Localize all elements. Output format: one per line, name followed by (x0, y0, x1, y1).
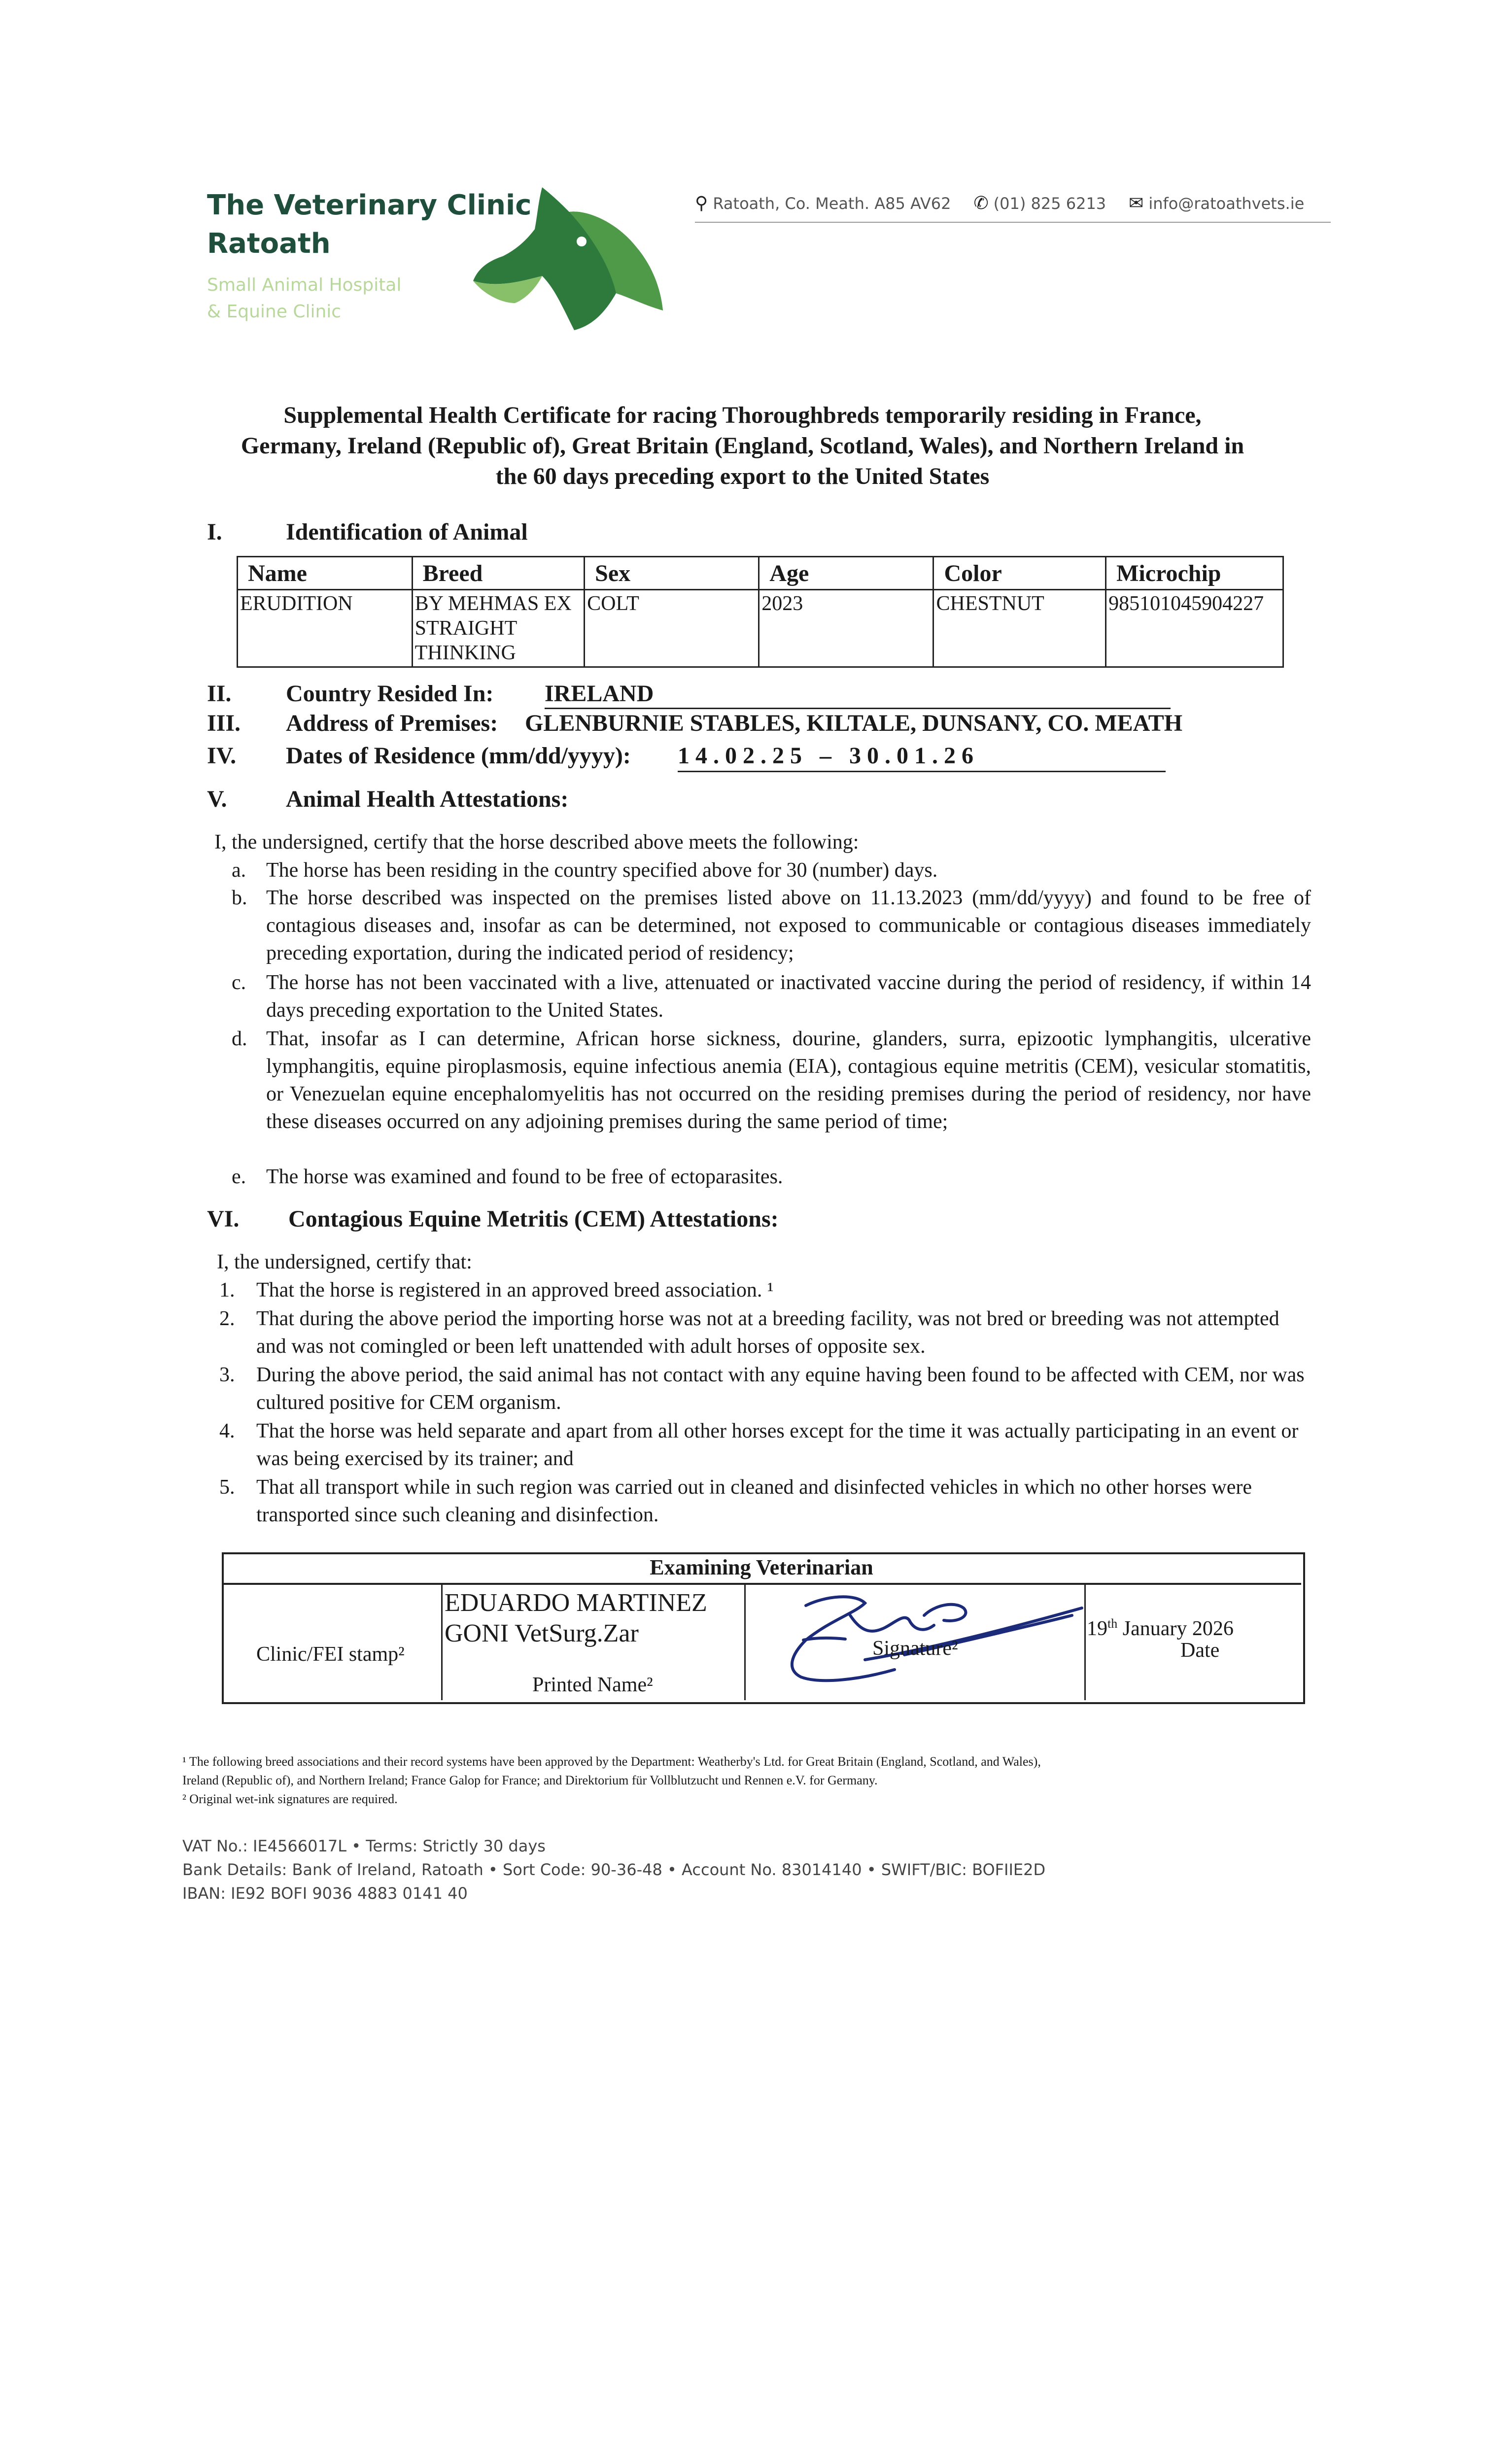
section-1-num: I. (207, 519, 222, 545)
title-line1: Supplemental Health Certificate for racing Thoroughbreds temporarily residing in France, (283, 402, 1202, 428)
section-6-intro: I, the undersigned, certify that: (217, 1251, 472, 1273)
list-item (232, 856, 1311, 884)
address-text: Ratoath, Co. Meath. A85 AV62 (713, 194, 951, 213)
list-item (232, 1025, 1311, 1135)
cell-sex: COLT (585, 590, 759, 667)
section-5-num: V. (207, 786, 227, 812)
printed-name-label: Printed Name² (532, 1674, 653, 1696)
printed-name (445, 1588, 707, 1649)
divider (744, 1585, 746, 1700)
list-item (219, 1305, 1311, 1360)
contact-divider (695, 222, 1331, 223)
item-label: 3. (219, 1364, 235, 1386)
date-rest: January 2026 (1117, 1617, 1234, 1640)
col-header-microchip: Microchip (1106, 557, 1283, 590)
bank-line: Bank Details: Bank of Ireland, Ratoath • Sort Code: 90-36-48 • Account No. 83014140 • SWIFT/BIC: BOFIIE2D (182, 1860, 1046, 1879)
item-text: That the horse was held separate and apart from all other horses except for the time it was actually participating in an event or was being exercised by its trainer; and (256, 1420, 1299, 1470)
item-label: 4. (219, 1420, 235, 1442)
printed-name-line2: GONI VetSurg.Zar (445, 1619, 639, 1647)
vat-line: VAT No.: IE4566017L • Terms: Strictly 30 days (182, 1837, 546, 1855)
divider (441, 1585, 443, 1700)
cell-microchip: 985101045904227 (1106, 590, 1283, 667)
item-label: c. (232, 971, 246, 994)
table-header-row (238, 557, 1283, 590)
col-header-sex: Sex (585, 557, 759, 590)
examining-veterinarian-heading: Examining Veterinarian (222, 1552, 1301, 1585)
section-6-heading: Contagious Equine Metritis (CEM) Attestations: (288, 1206, 779, 1232)
section-5-intro: I, the undersigned, certify that the horse described above meets the following: (214, 831, 859, 854)
item-label: a. (232, 859, 246, 882)
printed-name-line1: EDUARDO MARTINEZ (445, 1589, 707, 1617)
item-label: 1. (219, 1279, 235, 1301)
section-4-num: IV. (207, 743, 237, 769)
cell-color: CHESTNUT (933, 590, 1106, 667)
section-3-value: GLENBURNIE STABLES, KILTALE, DUNSANY, CO. MEATH (525, 710, 1183, 736)
clinic-sub-line2: & Equine Clinic (207, 302, 342, 322)
footnote-1-line2: Ireland (Republic of), and Northern Ireland; France Galop for France; and Direktorium für Vollblutzucht und Rennen e.V. for Germany. (182, 1773, 878, 1787)
date-label: Date (1180, 1639, 1220, 1662)
iban-line: IBAN: IE92 BOFI 9036 4883 0141 40 (182, 1884, 468, 1903)
section-4-label: Dates of Residence (mm/dd/yyyy): (286, 743, 631, 769)
footnotes (182, 1752, 1365, 1809)
clinic-stamp-label: Clinic/FEI stamp² (256, 1643, 405, 1666)
title-line2: Germany, Ireland (Republic of), Great Britain (England, Scotland, Wales), and Northern Ireland in (241, 433, 1244, 459)
section-5-heading: Animal Health Attestations: (286, 786, 569, 812)
clinic-subtitle (207, 272, 401, 325)
item-label: 5. (219, 1476, 235, 1499)
item-text: The horse has been residing in the country specified above for 30 (number) days. (266, 859, 938, 882)
section-3-label: Address of Premises: (286, 710, 498, 736)
table-row (238, 590, 1283, 667)
item-text: That the horse is registered in an approved breed association. ¹ (256, 1279, 774, 1301)
item-text: That all transport while in such region was carried out in cleaned and disinfected vehicles in which no other horses were transported since such cleaning and disinfection. (256, 1476, 1252, 1526)
list-item (232, 1163, 1311, 1191)
col-header-color: Color (933, 557, 1106, 590)
clinic-name-line2: Ratoath (207, 228, 331, 260)
title-line3: the 60 days preceding export to the United States (495, 463, 990, 489)
section-2-label: Country Resided In: (286, 681, 494, 707)
phone-text: (01) 825 6213 (993, 194, 1106, 213)
cell-breed: BY MEHMAS EX STRAIGHT THINKING (412, 590, 585, 667)
bank-details (182, 1834, 1045, 1905)
phone-contact (973, 193, 1106, 213)
section-2-value: IRELAND (545, 680, 1171, 709)
item-label: d. (232, 1027, 247, 1050)
section-6-num: VI. (207, 1206, 240, 1232)
horse-head-logo-icon (468, 182, 665, 335)
list-item (232, 969, 1311, 1024)
footnote-2: ² Original wet-ink signatures are required. (182, 1792, 398, 1806)
item-text: That during the above period the importing horse was not at a breeding facility, was not bred or breeding was not attempted and was not comingled or been left unattended with adult horses of opposite sex. (256, 1307, 1279, 1358)
col-header-age: Age (759, 557, 933, 590)
location-pin-icon: ⚲ (695, 193, 708, 213)
contact-bar (695, 193, 1304, 213)
item-text: The horse described was inspected on the premises listed above on 11.13.2023 (mm/dd/yyyy) and found to be free of contagious diseases and, insofar as can be determined, not exposed to communicable or contagious diseases immediately preceding exportation, during the indicated period of residency; (266, 887, 1311, 964)
col-header-breed: Breed (412, 557, 585, 590)
email-text[interactable]: info@ratoathvets.ie (1148, 194, 1305, 213)
certificate-title (148, 400, 1337, 492)
section-2-num: II. (207, 681, 232, 707)
clinic-name-line1: The Veterinary Clinic (207, 189, 532, 221)
identification-table (237, 556, 1284, 668)
cell-age: 2023 (759, 590, 933, 667)
col-header-name: Name (238, 557, 413, 590)
item-text: During the above period, the said animal has not contact with any equine having been found to be affected with CEM, nor was cultured positive for CEM organism. (256, 1364, 1305, 1414)
address-contact (695, 193, 951, 213)
list-item (232, 884, 1311, 967)
cell-name: ERUDITION (238, 590, 413, 667)
footnote-1-line1: ¹ The following breed associations and their record systems have been approved by the Department: Weatherby's Ltd. for Great Britain (England, Scotland, and Wales), (182, 1754, 1041, 1769)
list-item (219, 1361, 1311, 1416)
email-contact[interactable] (1129, 193, 1304, 213)
item-text: The horse was examined and found to be free of ectoparasites. (266, 1165, 783, 1188)
section-4-value: 1 4 . 0 2 . 2 5 – 3 0 . 0 1 . 2 6 (678, 742, 1166, 772)
email-icon: ✉ (1129, 193, 1144, 213)
list-item (219, 1417, 1311, 1472)
list-item (219, 1276, 1311, 1304)
section-1-heading: Identification of Animal (286, 519, 528, 545)
item-label: 2. (219, 1307, 235, 1330)
date-day: 19 (1087, 1617, 1107, 1640)
item-text: The horse has not been vaccinated with a live, attenuated or inactivated vaccine during the period of residency, if within 14 days preceding exportation to the United States. (266, 971, 1311, 1022)
clinic-sub-line1: Small Animal Hospital (207, 275, 402, 295)
date-suffix: th (1107, 1616, 1118, 1631)
signature-label: Signature² (872, 1637, 958, 1660)
list-item (219, 1473, 1311, 1529)
item-label: e. (232, 1165, 246, 1188)
section-3-num: III. (207, 710, 241, 736)
item-label: b. (232, 887, 247, 909)
phone-icon: ✆ (973, 193, 989, 213)
item-text: That, insofar as I can determine, African horse sickness, dourine, glanders, surra, epizootic lymphangitis, ulcerative lymphangitis, equine piroplasmosis, equine infectious anemia (EIA), contagious equine metritis (CEM), vesicular stomatitis, or Venezuelan equine encephalomyelitis has not occurred on the residing premises during the period of residency, nor have these diseases occurred on any adjoining premises during the same period of time; (266, 1027, 1311, 1133)
